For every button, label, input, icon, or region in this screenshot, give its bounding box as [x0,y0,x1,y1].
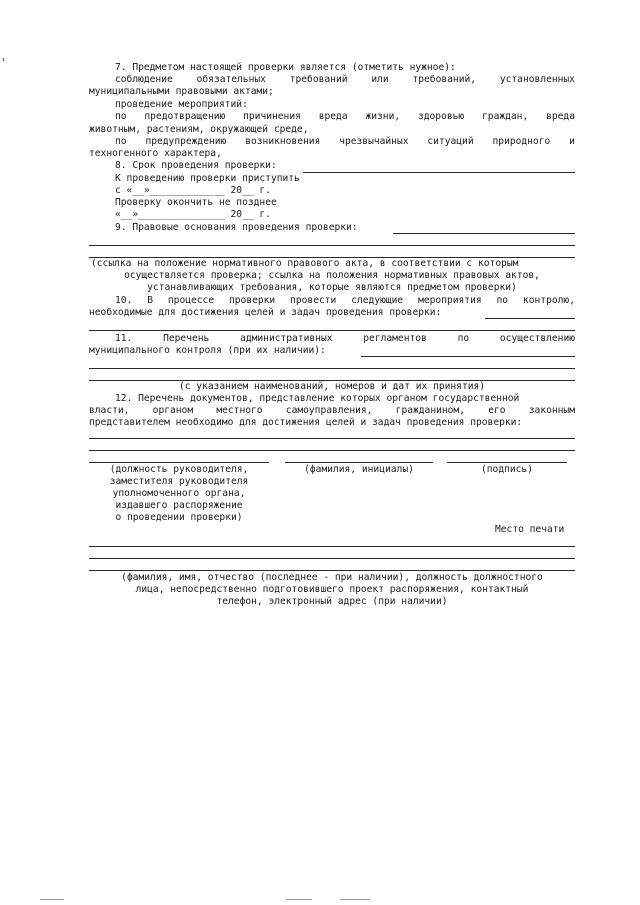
legal-basis-line[interactable] [89,245,575,246]
section-7-line-2: муниципальными правовыми актами; [89,86,274,97]
preparer-line[interactable] [89,546,575,547]
section-12-line-2 [89,405,575,417]
word: Перечень [163,333,210,344]
section-12-line-3: представителем необходимо для достижения целей и задач проведения проверки: [89,417,523,428]
word: по [457,333,470,344]
section-11-line-2: муниципального контроля (при их наличии): [89,345,326,356]
sign-signature-line[interactable] [447,462,567,463]
word: требований, [412,74,477,85]
word: причинения [243,111,301,122]
word: следующие [351,295,404,306]
word: законным [528,405,575,416]
sign-caption: (подпись) [481,464,533,475]
section-11-line-1 [115,333,575,345]
preparer-line[interactable] [89,558,575,559]
section-10-line-2: необходимые для достижения целей и задач проведения проверки: [89,307,442,318]
word: В [147,295,153,306]
regulations-line[interactable] [361,356,575,357]
word: возникновения [245,136,321,147]
position-signature-line[interactable] [89,462,269,463]
word: его [488,405,506,416]
word: власти, [89,405,130,416]
activities-line[interactable] [485,318,575,319]
word: или [371,74,389,85]
section-7-line-3: проведение мероприятий: [115,99,248,110]
position-caption: издавшего распоряжение [115,500,243,511]
word: природного [492,136,551,147]
section-10-line-1 [115,295,575,307]
word: предотвращению [144,111,226,122]
scan-artifact [340,899,370,900]
activities-line[interactable] [89,330,575,331]
word: чрезвычайных [339,136,409,147]
word: жизни, [365,111,401,122]
stamp-place: Место печати [495,524,565,535]
word: вреда [546,111,575,122]
preparer-caption: лица, непосредственно подготовившего проект распоряжения, контактный [135,584,529,595]
section-8-heading: 8. Срок проведения проверки: [115,160,277,171]
word: по [115,136,127,147]
documents-line[interactable] [89,438,575,439]
start-label: К проведению проверки приступить [115,173,300,184]
position-caption: заместителя руководителя [109,476,249,487]
word: административных [240,333,333,344]
end-label: Проверку окончить не позднее [115,197,277,208]
word: граждан, [482,111,529,122]
start-date-field[interactable]: с «__»_____________ 20__ г. [115,185,271,196]
section-9-heading: 9. Правовые основания проведения проверки: [115,222,358,233]
term-input-line[interactable] [303,172,575,173]
word: 10. [115,295,133,306]
word: предупреждению [145,136,227,147]
word: по [496,295,509,306]
word: ситуаций [427,136,474,147]
section-9-caption: устанавливающих требования, которые являются предметом проверки) [147,282,517,293]
section-12-line-1: 12. Перечень документов, представление которых органом государственной [115,393,520,404]
word: 11. [115,333,133,344]
word: и [569,136,575,147]
section-9-caption: (ссылка на положение нормативного правового акта, в соответствии с которым [91,258,519,269]
word: требований [289,74,348,85]
word: провести [290,295,337,306]
word: по [115,111,127,122]
word: установленных [499,74,575,85]
section-7-line-1 [115,74,575,86]
word: гражданином, [395,405,465,416]
word: мероприятия [418,295,482,306]
section-11-caption: (с указанием наименований, номеров и дат их принятия) [178,381,486,392]
word: местного [216,405,263,416]
section-7-heading: 7. Предметом настоящей проверки является (отметить нужное): [115,62,456,73]
word: обязательных [196,74,266,85]
word: органом [152,405,194,416]
section-7-line-6 [115,136,575,148]
position-caption: о проведении проверки) [115,512,243,523]
section-7-line-7: техногенного характера, [89,148,222,159]
scan-artifact [3,58,4,61]
documents-line[interactable] [89,450,575,451]
word: соблюдение [115,74,173,85]
regulations-line[interactable] [89,368,575,369]
name-signature-line[interactable] [285,462,433,463]
section-7-line-5: животным, растениям, окружающей среде, [89,124,309,135]
scan-artifact [286,899,312,900]
scan-artifact [40,899,64,900]
name-caption: (фамилия, инициалы) [304,464,414,475]
position-caption: уполномоченного органа, [112,488,246,499]
word: вреда [318,111,348,122]
legal-basis-line[interactable] [393,233,575,234]
preparer-caption: (фамилия, имя, отчество (последнее - при наличии), должность должностного [121,572,543,583]
word: здоровью [417,111,465,122]
position-caption: (должность руководителя, [109,464,249,475]
word: самоуправления, [285,405,373,416]
word: осуществлению [499,333,575,344]
section-7-line-4 [115,111,575,123]
word: проверки [229,295,276,306]
preparer-caption: телефон, электронный адрес (при наличии) [216,596,448,607]
word: контролю, [522,295,575,306]
word: процессе [167,295,215,306]
preparer-line[interactable] [89,570,575,571]
section-9-caption: осуществляется проверка; ссылка на положения нормативных правовых актов, [124,270,540,281]
end-date-field[interactable]: «__»_______________ 20__ г. [115,209,271,220]
word: регламентов [363,333,427,344]
